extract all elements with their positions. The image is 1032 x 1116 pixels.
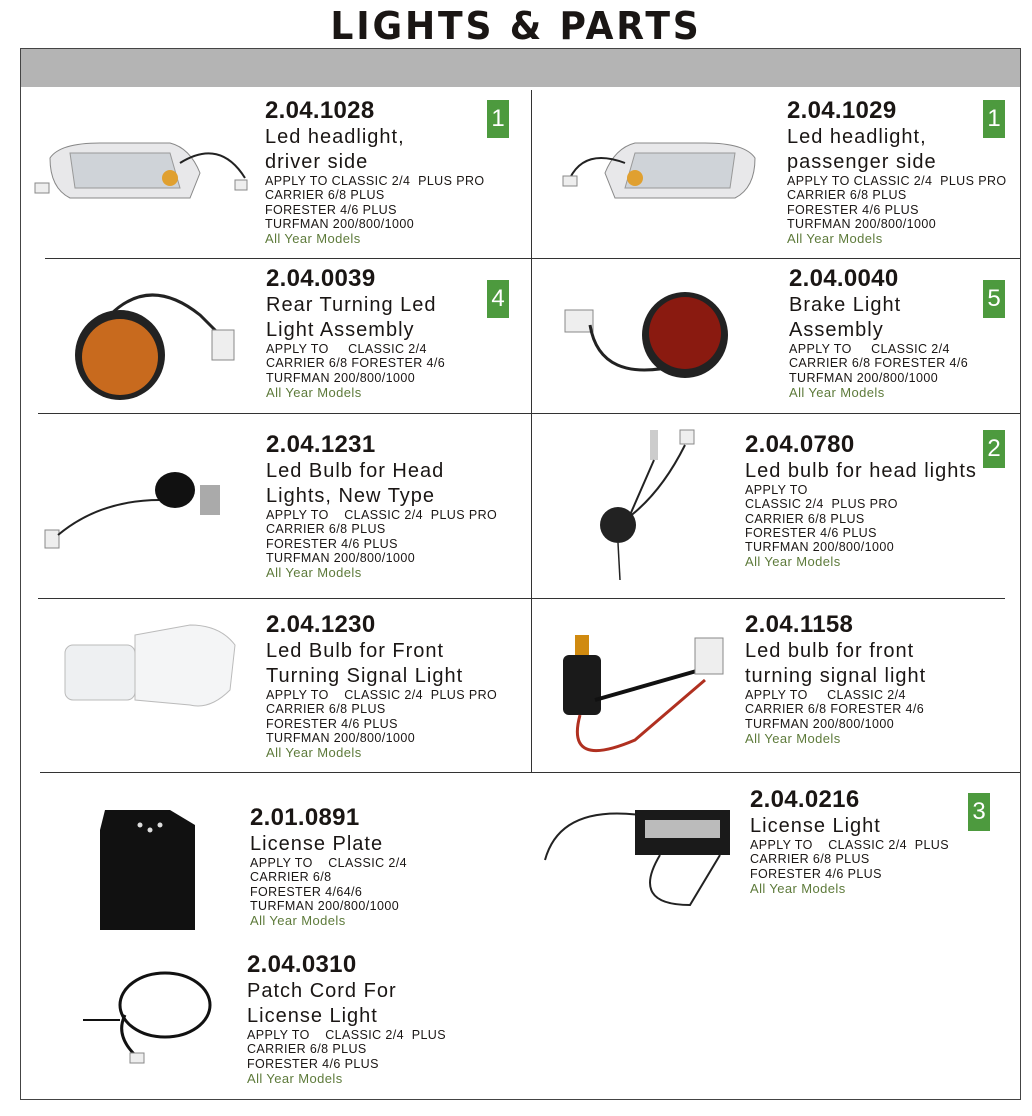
quantity-badge: 1 [487,100,509,138]
compatibility-line: CARRIER 6/8 PLUS [247,1042,367,1057]
product-name: Lights, New Type [266,485,436,507]
compatibility-line: CLASSIC 2/4 PLUS PRO [745,497,898,512]
product-2.04.1230 [266,612,497,761]
year-models: All Year Models [789,384,885,400]
product-name: Rear Turning Led [266,294,437,316]
product-name: License Plate [250,833,384,855]
compatibility-line: CARRIER 6/8 FORESTER 4/6 [745,702,925,717]
license-plate-image [95,805,205,935]
product-name: Led Bulb for Head [266,460,445,482]
product-name: Led Bulb for Front [266,640,445,662]
product-code: 2.01.0891 [250,804,360,831]
quantity-badge: 1 [983,100,1005,138]
amber-round-light-image [70,275,250,405]
compatibility-line: APPLY TO CLASSIC 2/4 PLUS [750,838,949,852]
product-2.04.1029 [787,98,1007,247]
compatibility-line: APPLY TO CLASSIC 2/4 [789,342,950,356]
year-models: All Year Models [745,554,841,570]
compatibility-line: FORESTER 4/6 PLUS [745,525,877,540]
amber-bulb-socket-image [555,630,740,770]
year-models: All Year Models [787,231,883,247]
compatibility-line: TURFMAN 200/800/1000 [266,550,416,565]
product-code: 2.04.0780 [745,431,855,458]
compatibility-line: APPLY TO CLASSIC 2/4 PLUS PRO [265,174,485,188]
year-models: All Year Models [266,384,362,400]
row-divider [38,413,1020,414]
compatibility-line: CARRIER 6/8 PLUS [787,188,907,203]
compatibility-line: FORESTER 4/64/6 [250,884,363,899]
product-code: 2.04.1231 [266,431,376,458]
led-bulb-socket-image [590,425,710,585]
year-models: All Year Models [266,745,362,761]
compatibility-line: TURFMAN 200/800/1000 [787,216,937,231]
compatibility-line: TURFMAN 200/800/1000 [266,730,416,745]
product-code: 2.04.0040 [789,265,899,292]
compatibility-line: APPLY TO CLASSIC 2/4 PLUS [247,1028,446,1042]
row-divider [38,598,1005,599]
patch-cord-image [75,965,220,1070]
compatibility-line: APPLY TO CLASSIC 2/4 PLUS PRO [266,508,498,522]
year-models: All Year Models [265,231,361,247]
product-2.04.1158 [745,612,926,747]
product-code: 2.04.1029 [787,97,897,124]
compatibility-line: APPLY TO CLASSIC 2/4 [266,342,427,356]
quantity-badge: 2 [983,430,1005,468]
compatibility-line: TURFMAN 200/800/1000 [745,716,895,731]
product-name: Led bulb for head lights [745,460,977,482]
compatibility-line: CARRIER 6/8 PLUS [266,522,386,537]
compatibility-line: FORESTER 4/6 PLUS [247,1056,379,1071]
compatibility-line: FORESTER 4/6 PLUS [787,202,919,217]
product-code: 2.04.0310 [247,951,357,978]
product-name: License Light [247,1005,378,1027]
product-2.04.0039 [266,266,445,401]
row-divider [45,258,1020,259]
compatibility-line: APPLY TO CLASSIC 2/4 PLUS PRO [787,174,1007,188]
compatibility-line: FORESTER 4/6 PLUS [266,536,398,551]
compatibility-line: CARRIER 6/8 [250,870,332,885]
compatibility-line: APPLY TO CLASSIC 2/4 PLUS PRO [266,688,498,702]
compatibility-line: TURFMAN 200/800/1000 [266,370,416,385]
compatibility-line: FORESTER 4/6 PLUS [266,716,398,731]
product-name: Led headlight, [265,126,405,148]
product-name: Patch Cord For [247,980,397,1002]
compatibility-line: TURFMAN 200/800/1000 [745,540,895,555]
product-2.01.0891 [250,805,407,929]
headlight-driver-image [30,118,255,218]
product-name: turning signal light [745,665,927,687]
compatibility-line: APPLY TO CLASSIC 2/4 [745,688,906,702]
product-name: Led headlight, [787,126,927,148]
product-2.04.0040 [789,266,968,401]
product-name: driver side [265,151,369,173]
compatibility-line: APPLY TO [745,483,808,497]
product-name: passenger side [787,151,937,173]
product-name: Assembly [789,319,884,341]
red-round-light-image [560,285,730,395]
quantity-badge: 5 [983,280,1005,318]
product-code: 2.04.1230 [266,611,376,638]
license-light-image [540,795,740,920]
row-divider [40,772,1020,773]
led-bulb-new-image [40,460,240,555]
product-name: Light Assembly [266,319,415,341]
headlight-passenger-image [555,118,775,213]
compatibility-line: FORESTER 4/6 PLUS [750,866,882,881]
year-models: All Year Models [750,880,846,896]
header-band [21,49,1020,87]
product-2.04.1231 [266,432,497,581]
compatibility-line: TURFMAN 200/800/1000 [789,370,939,385]
compatibility-line: CARRIER 6/8 PLUS [745,511,865,526]
year-models: All Year Models [745,730,841,746]
compatibility-line: CARRIER 6/8 PLUS [266,702,386,717]
product-code: 2.04.0039 [266,265,376,292]
quantity-badge: 4 [487,280,509,318]
compatibility-line: CARRIER 6/8 PLUS [750,852,870,867]
product-name: Led bulb for front [745,640,915,662]
product-2.04.0310 [247,952,446,1087]
product-name: License Light [750,815,881,837]
product-name: Brake Light [789,294,902,316]
year-models: All Year Models [250,913,346,929]
year-models: All Year Models [247,1070,343,1086]
product-2.04.0780 [745,432,977,570]
compatibility-line: TURFMAN 200/800/1000 [265,216,415,231]
white-bulb-image [60,615,240,715]
page-title: LIGHTS & PARTS [330,4,702,48]
product-code: 2.04.1158 [745,611,854,638]
compatibility-line: CARRIER 6/8 PLUS [265,188,385,203]
product-name: Turning Signal Light [266,665,464,687]
compatibility-line: TURFMAN 200/800/1000 [250,898,400,913]
quantity-badge: 3 [968,793,990,831]
column-divider [531,90,532,772]
compatibility-line: FORESTER 4/6 PLUS [265,202,397,217]
product-2.04.1028 [265,98,485,247]
compatibility-line: CARRIER 6/8 FORESTER 4/6 [266,356,446,371]
year-models: All Year Models [266,565,362,581]
product-code: 2.04.1028 [265,97,375,124]
product-code: 2.04.0216 [750,786,860,813]
compatibility-line: APPLY TO CLASSIC 2/4 [250,856,407,870]
product-2.04.0216 [750,787,949,897]
compatibility-line: CARRIER 6/8 FORESTER 4/6 [789,356,969,371]
